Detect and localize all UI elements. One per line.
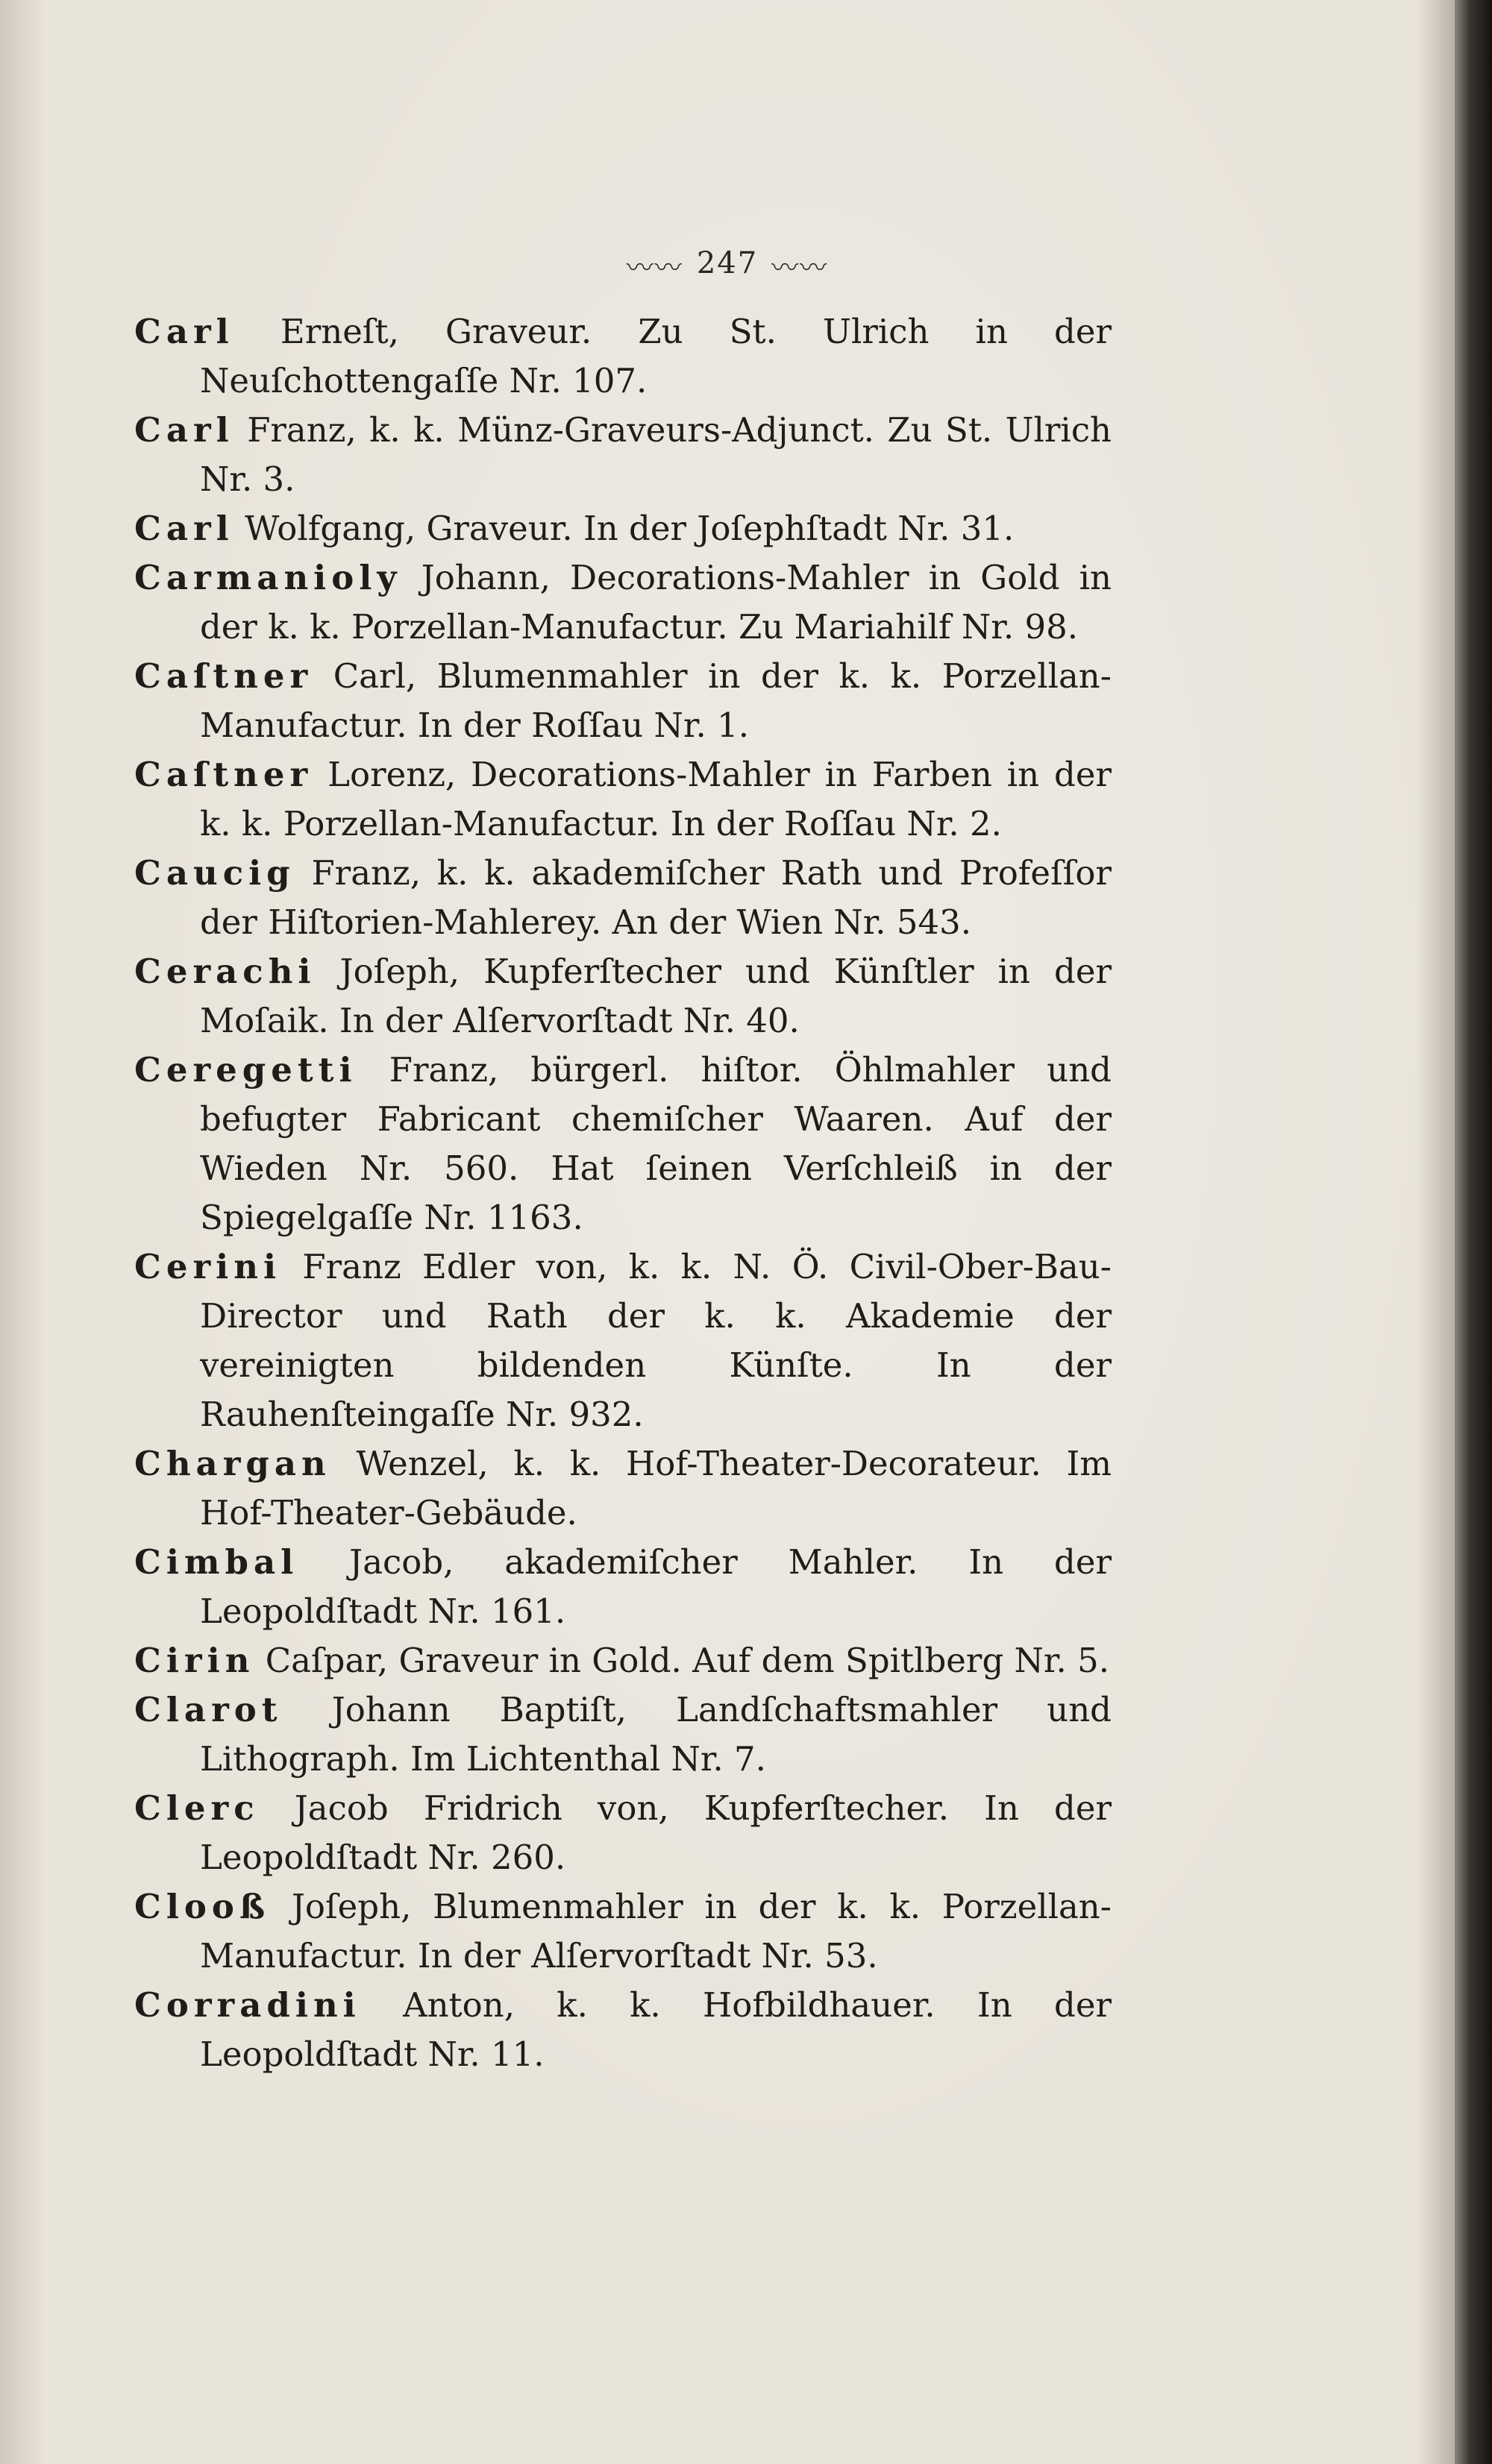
entry [134, 750, 1112, 849]
entry-name: Carmanioly [134, 558, 402, 597]
entry [134, 1046, 1112, 1242]
entry-text: Franz, bürgerl. hiſtor. Öhlmahler und befugter Fabricant chemiſcher Waaren. Auf der Wieden Nr. 560. Hat ſeinen Verſchleiß in der Spiegelgaſſe Nr. 1163. [200, 1050, 1112, 1237]
entry [134, 1784, 1112, 1882]
entry-name: Carl [134, 509, 234, 548]
entry-name: Caucig [134, 853, 295, 893]
book-page-edge [1455, 0, 1492, 2464]
entry [134, 1685, 1112, 1784]
entry-text: Franz Edler von, k. k. N. Ö. Civil-Ober-Bau-Director und Rath der k. k. Akademie der vereinigten bildenden Künſte. In der Rauhenſteingaſſe Nr. 932. [200, 1247, 1112, 1434]
entry [134, 1636, 1112, 1685]
entry-text: Jacob, akademiſcher Mahler. In der Leopoldſtadt Nr. 161. [200, 1542, 1112, 1631]
entry-text: Joſeph, Kupferſtecher und Künſtler in der Moſaik. In der Alſervorſtadt Nr. 40. [200, 952, 1112, 1040]
entry-name: Clooß [134, 1887, 271, 1926]
entry-text: Caſpar, Graveur in Gold. Auf dem Spitlberg Nr. 5. [265, 1641, 1110, 1680]
entry [134, 307, 1112, 406]
entry-name: Cerachi [134, 952, 316, 991]
entry [134, 504, 1112, 553]
entry [134, 1538, 1112, 1636]
entry-name: Carl [134, 410, 234, 450]
entry [134, 652, 1112, 750]
entry [134, 1882, 1112, 1981]
entry-text: Erneſt, Graveur. Zu St. Ulrich in der Neuſchottengaſſe Nr. 107. [200, 312, 1112, 400]
entry-name: Clarot [134, 1690, 283, 1729]
entry [134, 1981, 1112, 2079]
entry-name: Cirin [134, 1641, 255, 1680]
entry-name: Clerc [134, 1788, 260, 1828]
page-number: 247 [696, 246, 759, 280]
entry-text: Joſeph, Blumenmahler in der k. k. Porzellan-Manufactur. In der Alſervorſtadt Nr. 53. [200, 1887, 1112, 1976]
entry-name: Caſtner [134, 656, 313, 696]
entry [134, 1242, 1112, 1439]
entry-text: Wenzel, k. k. Hof-Theater-Decorateur. Im Hof-Theater-Gebäude. [200, 1444, 1112, 1533]
entry-text: Johann Baptiſt, Landſchaftsmahler und Lithograph. Im Lichtenthal Nr. 7. [200, 1690, 1112, 1779]
page-gutter-shadow [1417, 0, 1455, 2464]
entry-name: Cimbal [134, 1542, 299, 1582]
entry [134, 1439, 1112, 1538]
entry-text: Anton, k. k. Hofbildhauer. In der Leopoldſtadt Nr. 11. [200, 1985, 1112, 2074]
page-header [0, 246, 1455, 285]
entry-text: Carl, Blumenmahler in der k. k. Porzellan-Manufactur. In der Roſſau Nr. 1. [200, 656, 1112, 745]
entry-text: Franz, k. k. Münz-Graveurs-Adjunct. Zu St. Ulrich Nr. 3. [200, 410, 1112, 499]
entry [134, 406, 1112, 504]
entry-text: Lorenz, Decorations-Mahler in Farben in der k. k. Porzellan-Manufactur. In der Roſſau Nr. 2. [200, 755, 1112, 843]
entry-name: Chargan [134, 1444, 331, 1483]
entry-name: Ceregetti [134, 1050, 357, 1090]
entry-name: Cerini [134, 1247, 282, 1286]
entry-text: Jacob Fridrich von, Kupferſtecher. In der Leopoldſtadt Nr. 260. [200, 1788, 1112, 1877]
entry-text: Wolfgang, Graveur. In der Joſephſtadt Nr. 31. [245, 509, 1015, 548]
entry [134, 553, 1112, 652]
entry [134, 849, 1112, 947]
ornament-right: 〰〰 [771, 252, 829, 283]
entry-text: Franz, k. k. akademiſcher Rath und Profeſſor der Hiſtorien-Mahlerey. An der Wien Nr. 543. [200, 853, 1112, 942]
entry-text: Johann, Decorations-Mahler in Gold in der k. k. Porzellan-Manufactur. Zu Mariahilf Nr. 98. [200, 558, 1112, 647]
entry-list [134, 307, 1112, 2079]
ornament-left: 〰〰 [626, 252, 683, 283]
entry-name: Carl [134, 312, 234, 351]
entry [134, 947, 1112, 1046]
entry-name: Caſtner [134, 755, 313, 794]
entry-name: Corradini [134, 1985, 361, 2025]
